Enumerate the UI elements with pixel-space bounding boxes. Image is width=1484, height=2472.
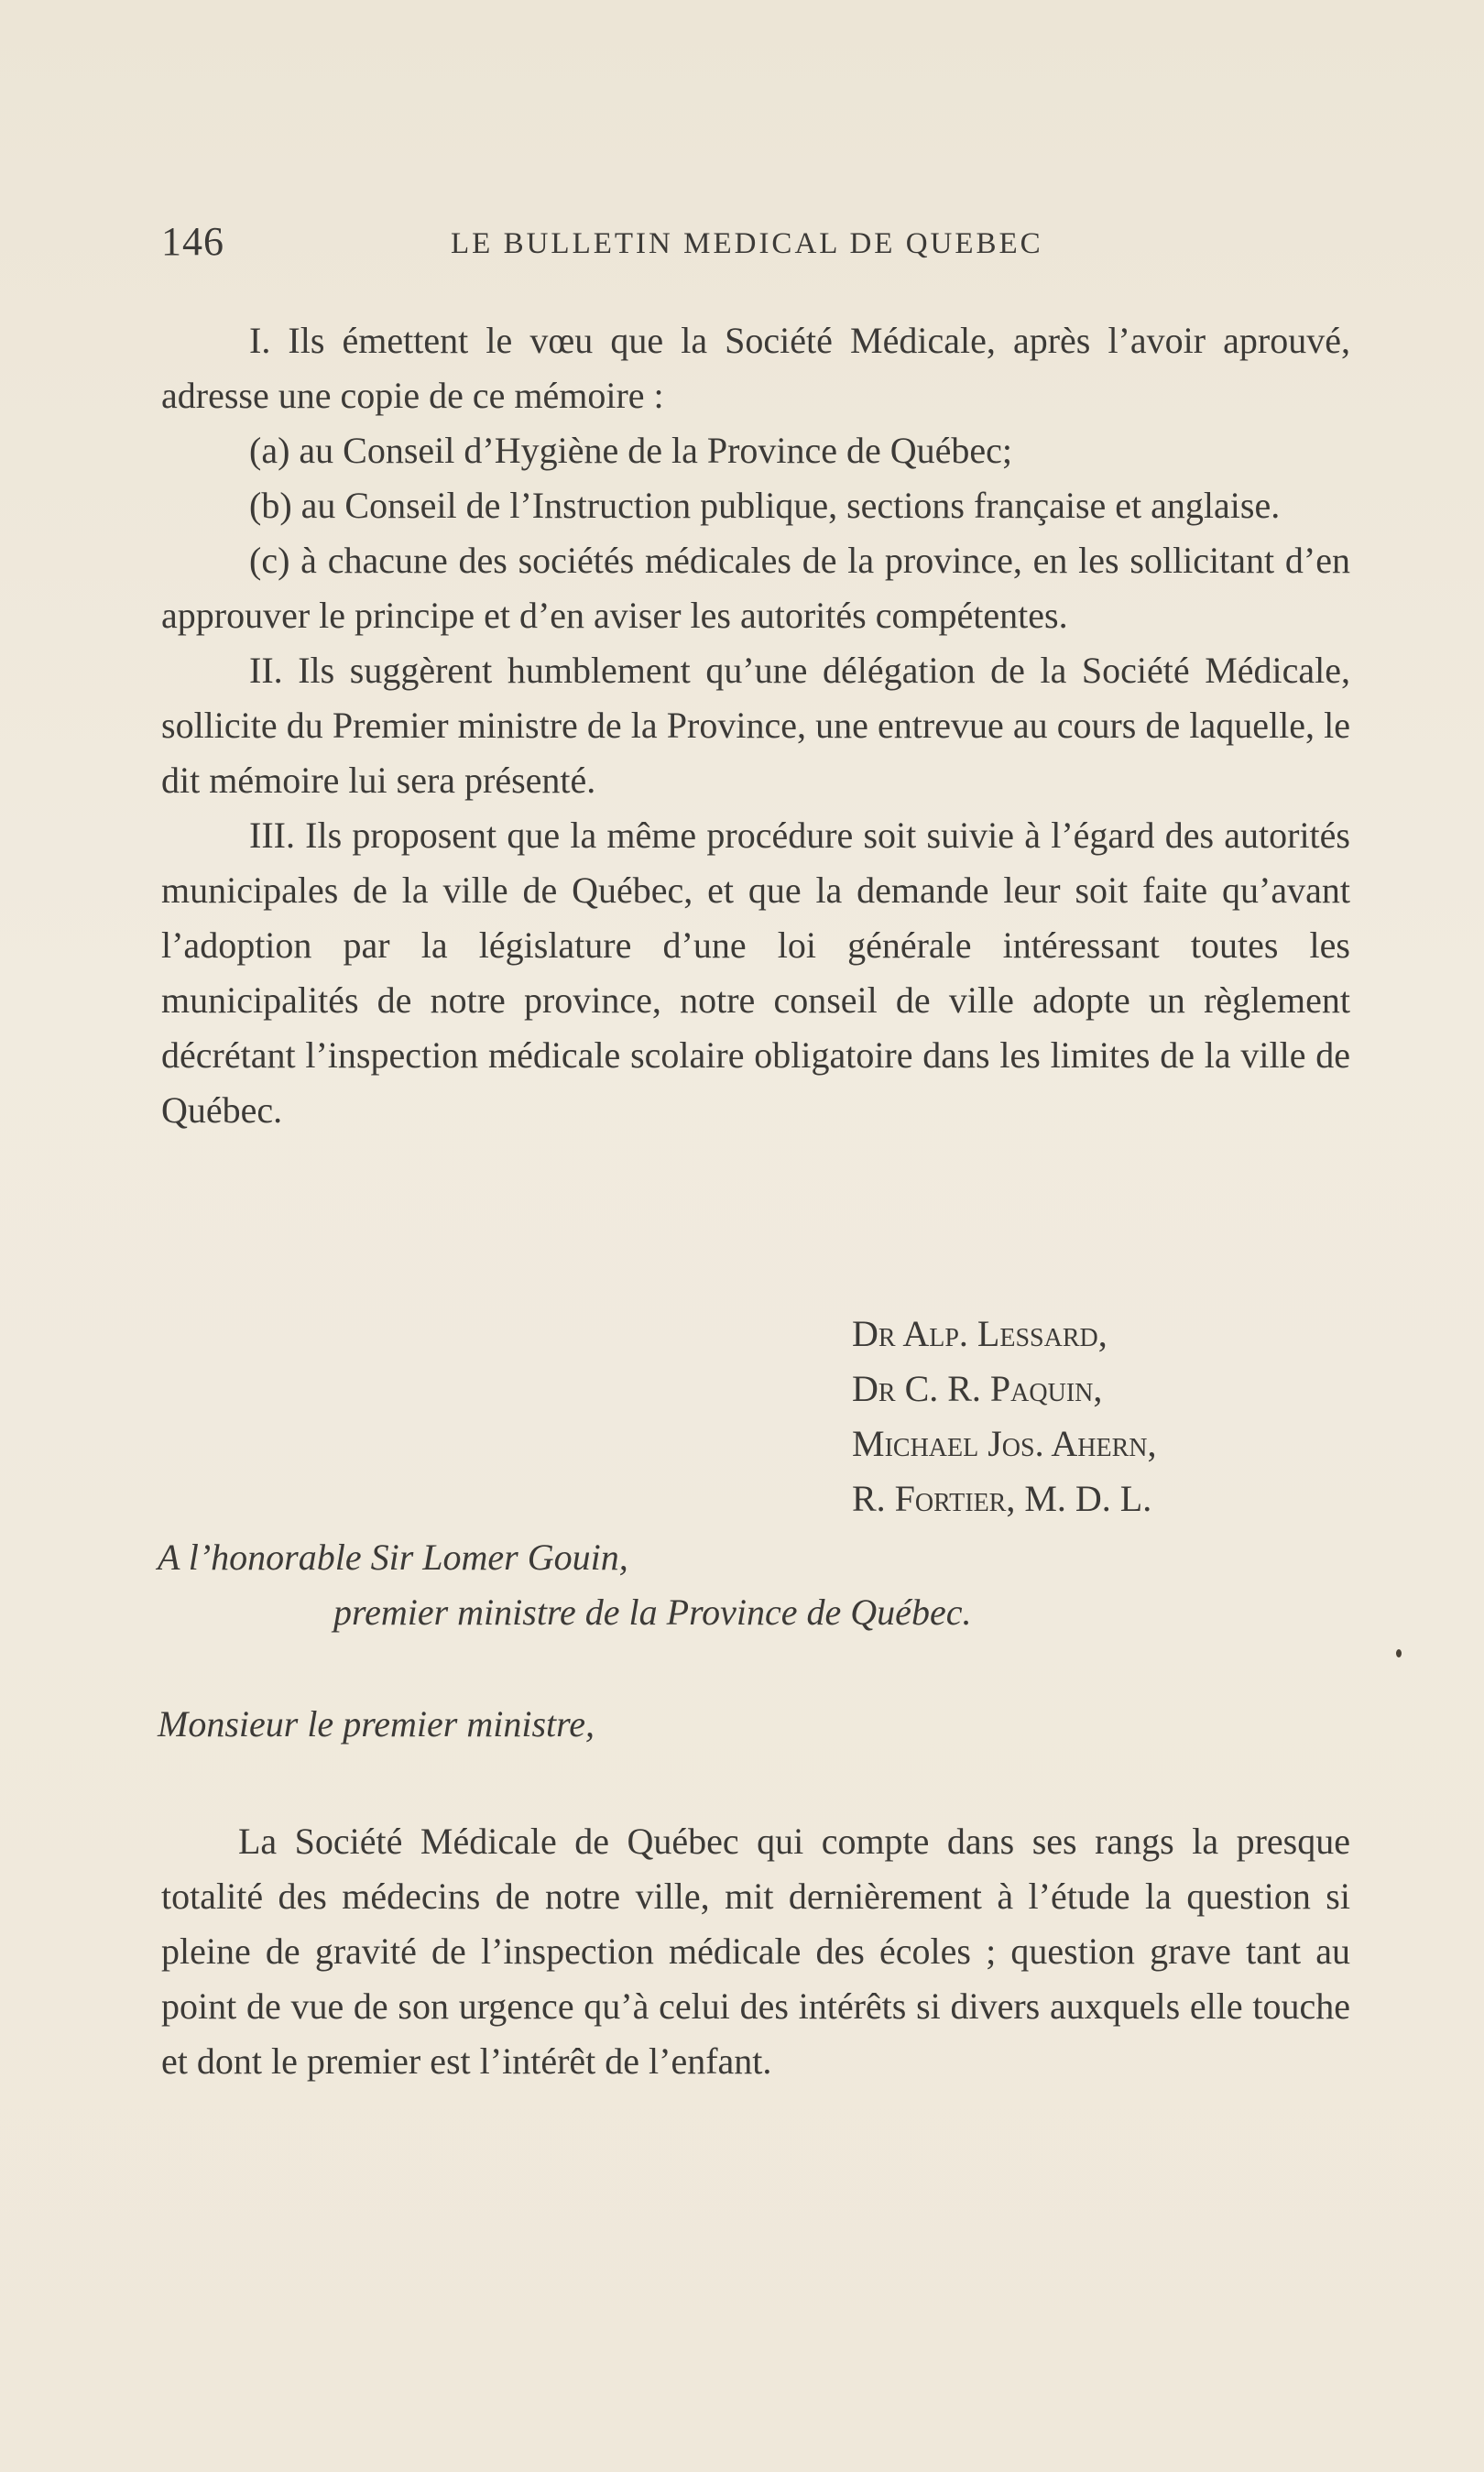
address-line-2: premier ministre de la Province de Québec. <box>333 1591 972 1633</box>
resolution-item-a: (a) au Conseil d’Hygiène de la Province de Québec; <box>249 430 1013 471</box>
signature-line: Dr C. R. Paquin, <box>852 1368 1103 1409</box>
signature-line: R. Fortier, M. D. L. <box>852 1478 1152 1519</box>
page-number: 146 <box>161 219 224 264</box>
page-header <box>161 218 1352 273</box>
resolution-paragraph-1: I. Ils émettent le vœu que la Société Médicale, après l’avoir aprouvé, adresse une copie de ce mémoire : <box>161 320 1350 416</box>
resolution-paragraph-3: III. Ils proposent que la même procédure soit suivie à l’égard des autorités municipales de la ville de Québec, et que la demande leur soit faite qu’avant l’adoption par la législature d’une loi générale intéressant toutes les municipalités de notre province, notre conseil de ville adopte un règlement décrétant l’inspection médicale scolaire obligatoire dans les limites de la ville de Québec. <box>161 815 1350 1131</box>
running-title: LE BULLETIN MEDICAL DE QUEBEC <box>451 227 1043 260</box>
signature-line: Michael Jos. Ahern, <box>852 1423 1157 1464</box>
signature-block <box>852 1307 1156 1526</box>
signature-line: Dr Alp. Lessard, <box>852 1313 1108 1354</box>
letter-address <box>158 1530 971 1640</box>
salutation: Monsieur le premier ministre, <box>158 1703 595 1745</box>
letter-body <box>161 1814 1350 2089</box>
resolution-paragraph-2: II. Ils suggèrent humblement qu’une délégation de la Société Médicale, sollicite du Premier ministre de la Province, une entrevue au cours de laquelle, le dit mémoire lui sera présenté. <box>161 650 1350 801</box>
ink-speck <box>1396 1649 1402 1657</box>
resolution-item-b: (b) au Conseil de l’Instruction publique, sections française et anglaise. <box>249 485 1281 526</box>
resolutions-section <box>161 313 1350 1138</box>
address-line-1: A l’honorable Sir Lomer Gouin, <box>158 1537 628 1578</box>
resolution-item-c: (c) à chacune des sociétés médicales de la province, en les sollicitant d’en approuver le principe et d’en aviser les autorités compétentes. <box>161 540 1350 636</box>
letter-paragraph: La Société Médicale de Québec qui compte dans ses rangs la presque totalité des médecins de notre ville, mit dernièrement à l’étude la question si pleine de gravité de l’inspection médicale des écoles ; question grave tant au point de vue de son urgence qu’à celui des intérêts si divers auxquels elle touche et dont le premier est l’intérêt de l’enfant. <box>161 1821 1350 2082</box>
